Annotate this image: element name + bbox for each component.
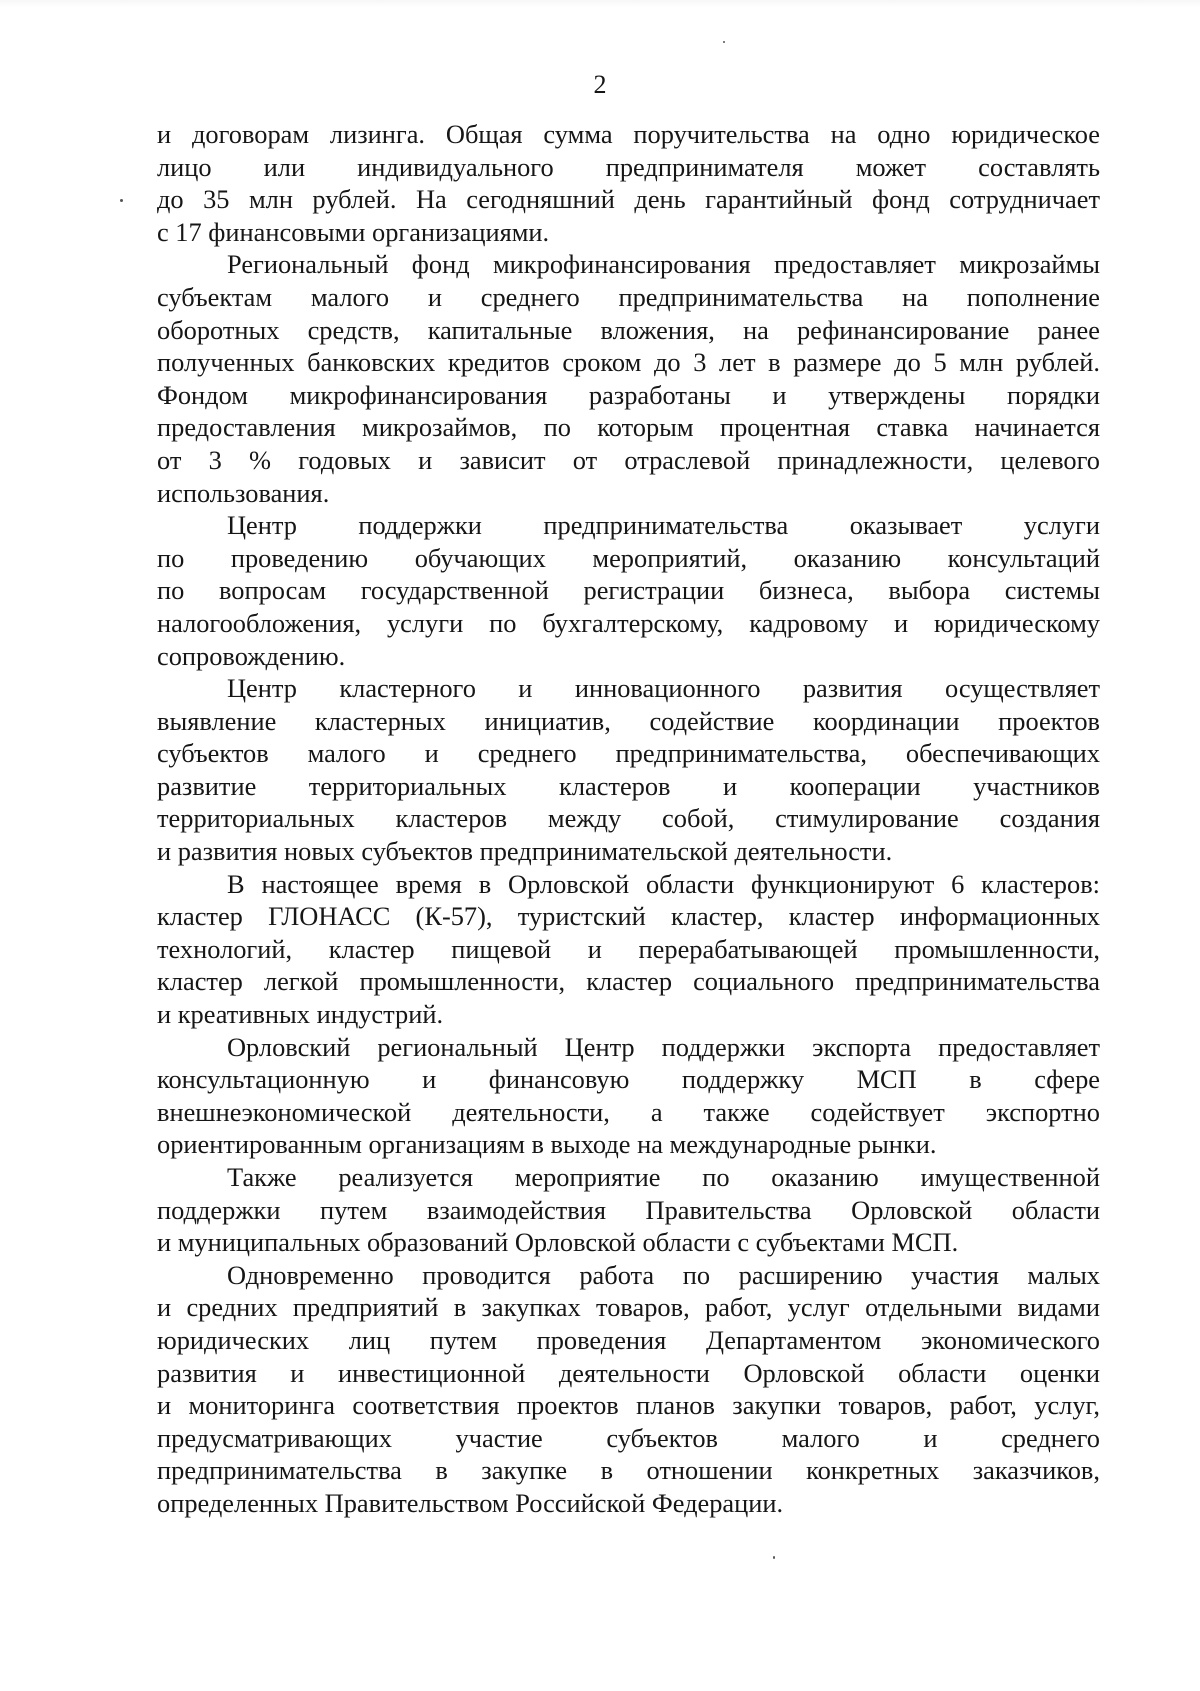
text-line: предоставления микрозаймов, по которым процентная ставка начинается — [157, 412, 1100, 443]
scan-speck — [773, 1556, 775, 1559]
paragraph — [157, 509, 1100, 672]
text-line: Центр поддержки предпринимательства оказывает услуги — [227, 510, 1100, 541]
text-line: Центр кластерного и инновационного развития осуществляет — [227, 673, 1100, 704]
text-line: субъектов малого и среднего предпринимательства, обеспечивающих — [157, 738, 1100, 769]
text-line: ориентированным организациям в выходе на международные рынки. — [157, 1129, 937, 1160]
text-line: технологий, кластер пищевой и перерабатывающей промышленности, — [157, 933, 1100, 964]
scan-speck — [120, 199, 123, 202]
text-line: по проведению обучающих мероприятий, оказанию консультаций — [157, 542, 1100, 573]
text-line: и креативных индустрий. — [157, 999, 444, 1030]
text-line: юридических лиц путем проведения Департаментом экономического — [157, 1324, 1100, 1355]
text-line: внешнеэкономической деятельности, а также содействует экспортно — [157, 1096, 1100, 1127]
text-line: до 35 млн рублей. На сегодняшний день гарантийный фонд сотрудничает — [157, 184, 1100, 215]
text-line: с 17 финансовыми организациями. — [157, 216, 550, 247]
text-line: и договорам лизинга. Общая сумма поручительства на одно юридическое — [157, 119, 1100, 149]
text-line: определенных Правительством Российской Федерации. — [157, 1487, 784, 1518]
paragraph — [157, 672, 1100, 868]
text-line: кластер ГЛОНАСС (К-57), туристский кластер, кластер информационных — [157, 901, 1100, 932]
paragraph — [157, 1259, 1100, 1520]
paragraph — [157, 118, 1100, 248]
text-line: Фондом микрофинансирования разработаны и утверждены порядки — [157, 379, 1100, 410]
paragraph — [157, 248, 1100, 509]
text-line: налогообложения, услуги по бухгалтерскому, кадровому и юридическому — [157, 607, 1100, 638]
text-line: и средних предприятий в закупках товаров, работ, услуг отдельными видами — [157, 1292, 1100, 1323]
text-line: и мониторинга соответствия проектов планов закупки товаров, работ, услуг, — [157, 1390, 1100, 1421]
text-line: и муниципальных образований Орловской области с субъектами МСП. — [157, 1227, 959, 1258]
text-line: Региональный фонд микрофинансирования предоставляет микрозаймы — [227, 249, 1100, 280]
paragraph — [157, 1031, 1100, 1161]
text-line: лицо или индивидуального предпринимателя может составлять — [157, 151, 1100, 182]
text-line: предпринимательства в закупке в отношении конкретных заказчиков, — [157, 1455, 1100, 1486]
text-line: развития и инвестиционной деятельности Орловской области оценки — [157, 1357, 1100, 1388]
text-line: по вопросам государственной регистрации бизнеса, выбора системы — [157, 575, 1100, 606]
scan-edge-top — [0, 0, 1200, 8]
document-body — [157, 118, 1100, 1520]
text-line: кластер легкой промышленности, кластер социального предпринимательства — [157, 966, 1100, 997]
text-line: полученных банковских кредитов сроком до 3 лет в размере до 5 млн рублей. — [157, 347, 1100, 378]
text-line: оборотных средств, капитальные вложения, на рефинансирование ранее — [157, 314, 1100, 345]
page-number: 2 — [593, 70, 607, 99]
text-line: сопровождению. — [157, 640, 346, 671]
paragraph — [157, 868, 1100, 1031]
text-line: Также реализуется мероприятие по оказанию имущественной — [227, 1162, 1100, 1192]
text-line: Орловский региональный Центр поддержки экспорта предоставляет — [227, 1031, 1100, 1062]
text-line: В настоящее время в Орловской области функционируют 6 кластеров: — [227, 868, 1100, 899]
text-line: субъектам малого и среднего предпринимательства на пополнение — [157, 281, 1100, 312]
text-line: предусматривающих участие субъектов малого и среднего — [157, 1422, 1100, 1453]
text-line: поддержки путем взаимодействия Правительства Орловской области — [157, 1194, 1100, 1225]
text-line: и развития новых субъектов предпринимательской деятельности. — [157, 836, 893, 867]
text-line: Одновременно проводится работа по расширению участия малых — [227, 1259, 1100, 1290]
text-line: консультационную и финансовую поддержку МСП в сфере — [157, 1064, 1100, 1095]
text-line: выявление кластерных инициатив, содействие координации проектов — [157, 705, 1100, 736]
text-line: территориальных кластеров между собой, стимулирование создания — [157, 803, 1100, 834]
scan-speck — [723, 41, 725, 43]
text-line: развитие территориальных кластеров и кооперации участников — [157, 770, 1100, 801]
paragraph — [157, 1161, 1100, 1259]
text-line: от 3 % годовых и зависит от отраслевой принадлежности, целевого — [157, 444, 1100, 475]
text-line: использования. — [157, 477, 330, 508]
